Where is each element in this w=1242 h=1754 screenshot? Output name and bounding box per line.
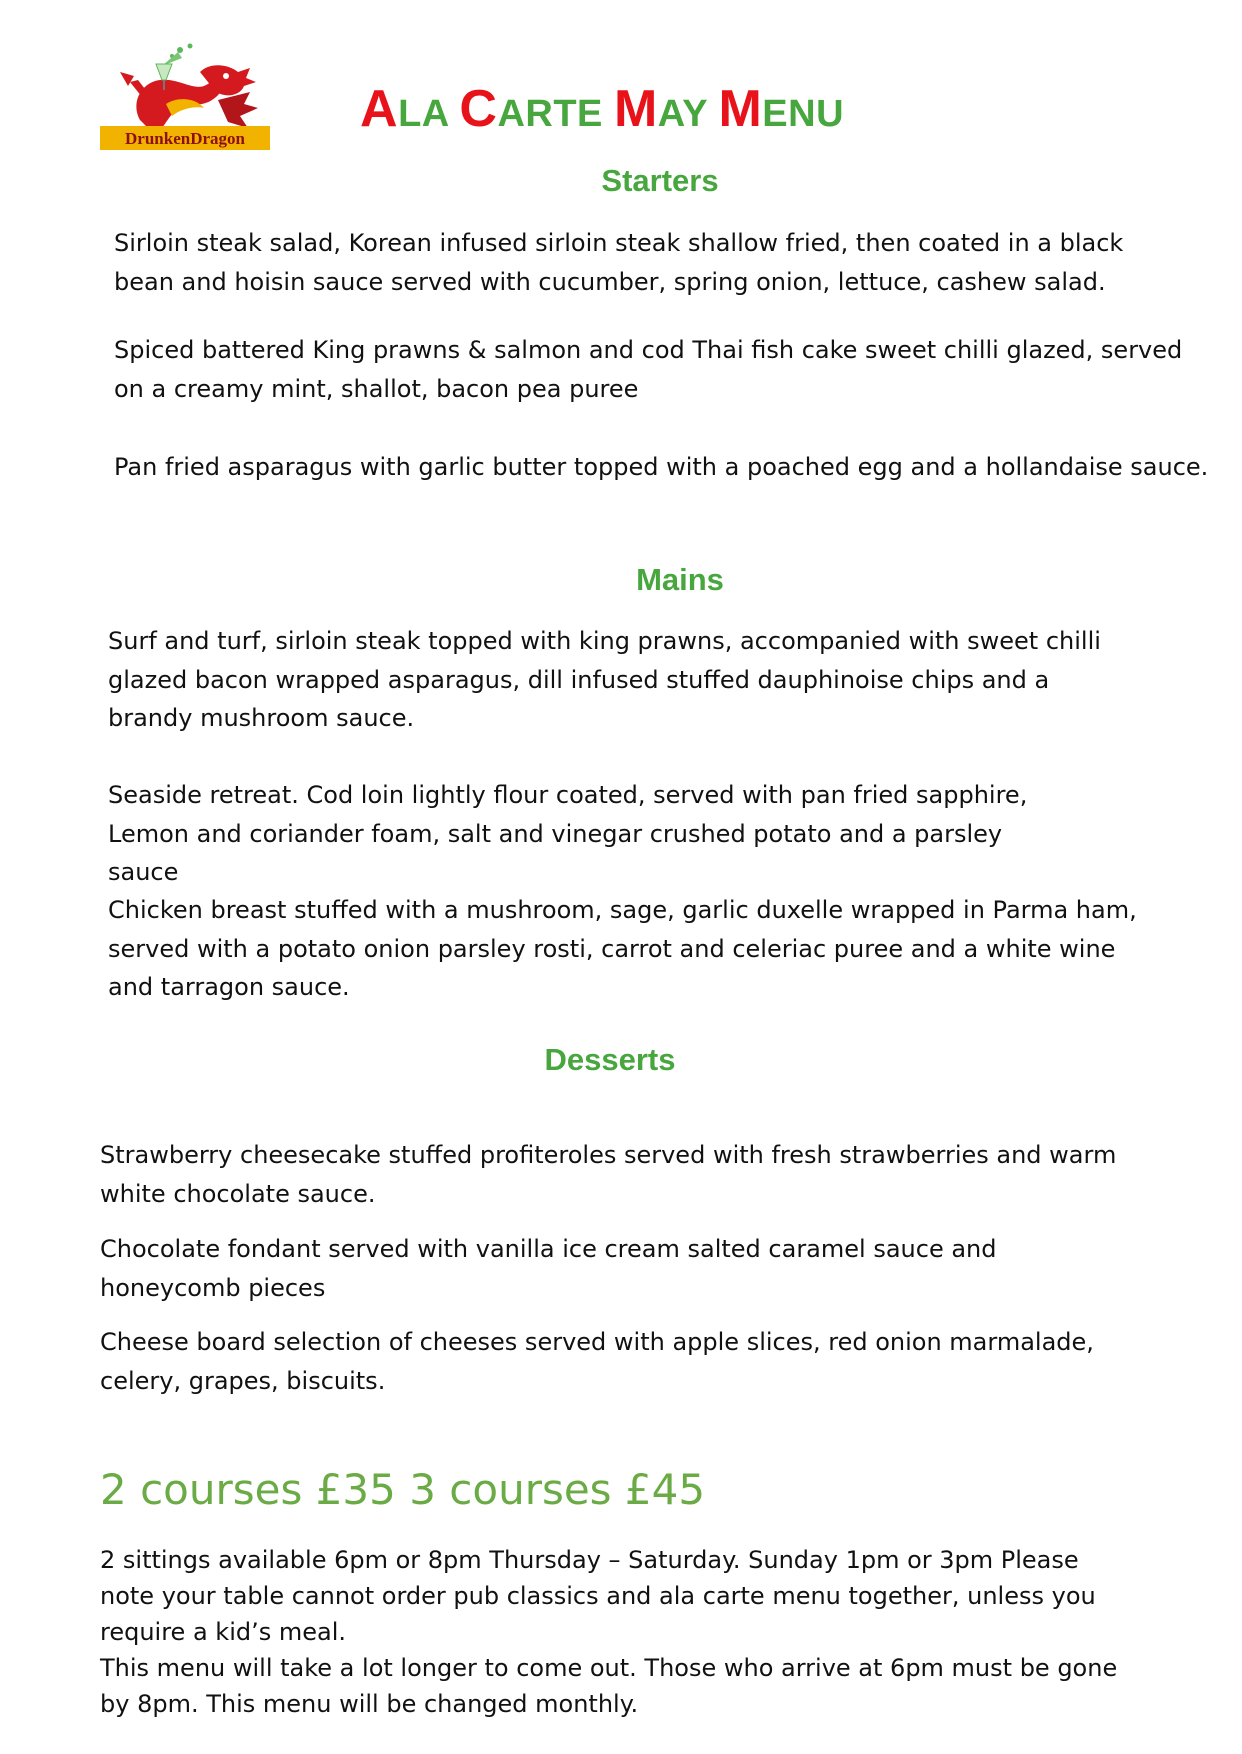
title-initial: A	[360, 80, 399, 138]
desserts-heading: Desserts	[544, 1042, 676, 1077]
booking-notes	[100, 1542, 1140, 1722]
timing-note: This menu will take a lot longer to come out. Those who arrive at 6pm must be gone by 8pm. This menu will be changed monthly.	[100, 1654, 1118, 1718]
title-initial: C	[459, 80, 498, 138]
pricing-text: 2 courses £35 3 courses £45	[100, 1465, 706, 1514]
dessert-item: Chocolate fondant served with vanilla ice cream salted caramel sauce and honeycomb pieces	[100, 1235, 997, 1302]
main-item: Chicken breast stuffed with a mushroom, sage, garlic duxelle wrapped in Parma ham, served with a potato onion parsley rosti, carrot and celeriac puree and a white wine and tarragon sauce.	[108, 896, 1137, 1001]
title-rest: LA	[398, 93, 449, 135]
title-rest: AY	[657, 93, 708, 135]
title-initial: M	[613, 80, 658, 138]
title-initial: M	[718, 80, 763, 138]
menu-title	[360, 80, 920, 139]
mains-heading: Mains	[636, 562, 724, 597]
svg-text:DrunkenDragon: DrunkenDragon	[125, 129, 245, 148]
title-rest: ENU	[762, 93, 845, 135]
starter-item: Spiced battered King prawns & salmon and cod Thai fish cake sweet chilli glazed, served on a creamy mint, shallot, bacon pea puree	[114, 336, 1183, 403]
main-item: Seaside retreat. Cod loin lightly flour coated, served with pan fried sapphire, Lemon and coriander foam, salt and vinegar crushed potato and a parsley sauce	[108, 781, 1028, 886]
starter-item: Sirloin steak salad, Korean infused sirloin steak shallow fried, then coated in a black bean and hoisin sauce served with cucumber, spring onion, lettuce, cashew salad.	[114, 229, 1124, 296]
starters-heading: Starters	[601, 163, 719, 198]
title-rest: ARTE	[497, 93, 603, 135]
dragon-icon	[100, 42, 270, 160]
dessert-item: Cheese board selection of cheeses served with apple slices, red onion marmalade, celery, grapes, biscuits.	[100, 1328, 1094, 1395]
main-item: Surf and turf, sirloin steak topped with king prawns, accompanied with sweet chilli glazed bacon wrapped asparagus, dill infused stuffed dauphinoise chips and a brandy mushroom sauce.	[108, 627, 1101, 732]
sittings-note: 2 sittings available 6pm or 8pm Thursday – Saturday. Sunday 1pm or 3pm Please note your table cannot order pub classics and ala carte menu together, unless you require a kid’s meal.	[100, 1546, 1096, 1646]
starter-item: Pan fried asparagus with garlic butter topped with a poached egg and a hollandaise sauce.	[114, 453, 1209, 481]
drunken-dragon-logo	[100, 42, 270, 160]
dessert-item: Strawberry cheesecake stuffed profiteroles served with fresh strawberries and warm white chocolate sauce.	[100, 1141, 1117, 1208]
